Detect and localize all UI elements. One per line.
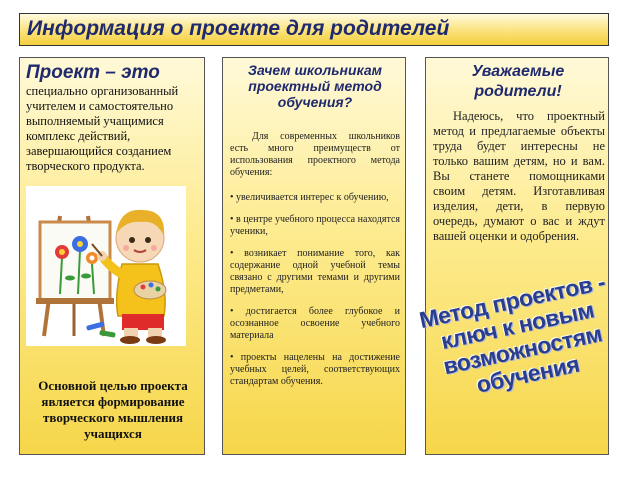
- slogan-wordart: Метод проектов - ключ к новым возможностям обучения: [417, 268, 608, 398]
- definition-title: Проект – это: [26, 62, 160, 83]
- why-intro: Для современных школьников есть много преимуществ от использования проектного метода обучения:: [230, 131, 400, 178]
- main-goal-text: Основной целью проекта является формирование творческого мышления учащихся: [38, 378, 188, 441]
- list-item: • достигается более глубокое и осознанное освоение учебного материала: [230, 306, 400, 341]
- child-painting-icon: [26, 186, 186, 346]
- parents-message-panel: [417, 57, 609, 455]
- why-project-method-panel: [222, 57, 406, 455]
- why-title: Зачем школьникам проектный метод обучения?: [248, 62, 382, 110]
- list-item: • увеличивается интерес к обучению,: [230, 192, 389, 203]
- project-definition-panel: [19, 57, 205, 455]
- child-painting-illustration: [26, 186, 186, 346]
- parents-text: Надеюсь, что проектный метод и предлагаемые объекты труда будет интересны не только вашим детям, но и вам. Вы станете помощниками своим детям. Изготавливая изделия, дети, в первую очередь, думают о вас и ждут вашей оценки и одобрения.: [433, 109, 605, 243]
- advantages-list: [230, 192, 400, 398]
- definition-text: специально организованный учителем и самостоятельно выполняемый учащимися комплекс действий, завершающийся созданием творческого продукта.: [26, 84, 179, 173]
- page-title: Информация о проекте для родителей: [27, 17, 450, 40]
- list-item: • возникает понимание того, как содержание одной учебной темы связано с другими темами и другими предметами,: [230, 248, 400, 295]
- list-item: • проекты нацелены на достижение учебных целей, соответствующих стандартам обучения.: [230, 352, 400, 387]
- header-bar: [19, 13, 609, 46]
- parents-title: Уважаемые родители!: [471, 63, 565, 100]
- list-item: • в центре учебного процесса находятся ученики,: [230, 214, 400, 237]
